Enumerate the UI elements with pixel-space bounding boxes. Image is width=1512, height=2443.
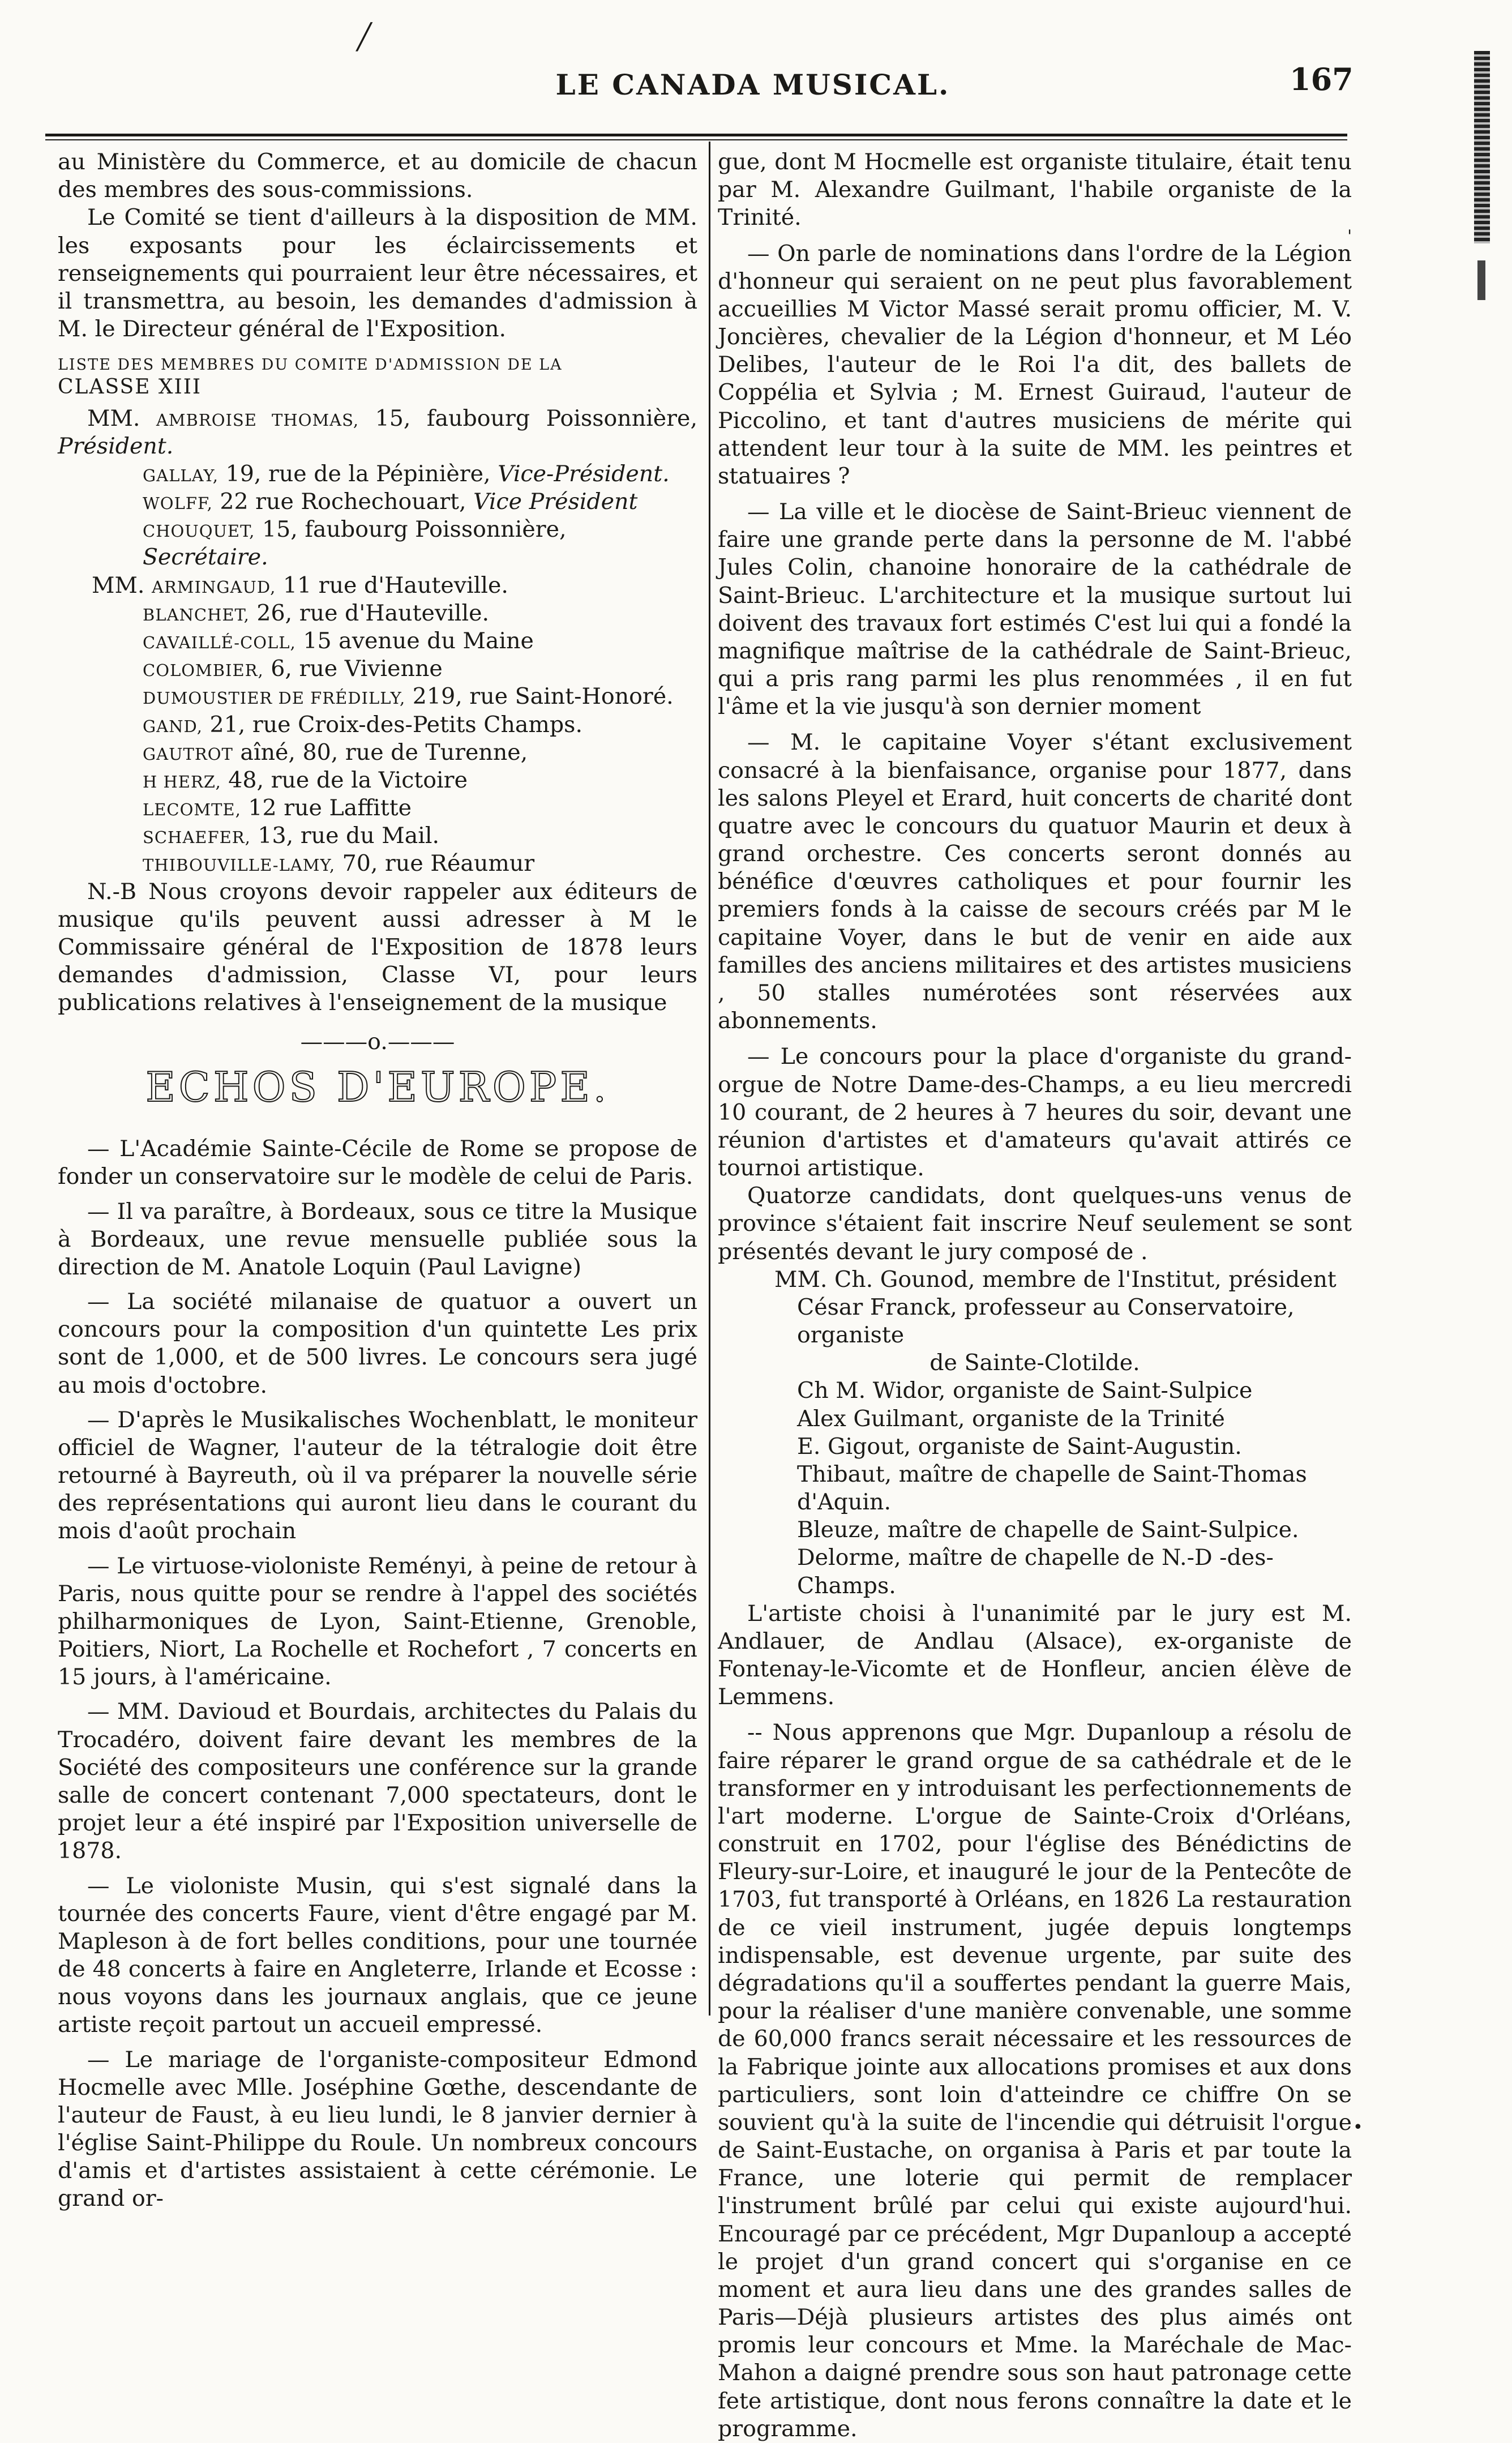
list-item: THIBOUVILLE-LAMY, 70, rue Réaumur [143,850,535,877]
page-number: 167 [1290,61,1353,97]
paragraph: au Ministère du Commerce, et au domicile de chacun des membres des sous-commissions. [58,149,697,203]
jury-member: Ch M. Widor, organiste de Saint-Sulpice [797,1377,1253,1404]
list-item: MM. ARMINGAUD, 11 rue d'Hauteville. [92,572,508,598]
list-item: DUMOUSTIER DE FRÉDILLY, 219, rue Saint-Honoré. [143,683,674,710]
pen-mark: ╱ [357,23,372,52]
list-item: H HERZ, 48, rue de la Victoire [143,767,468,793]
margin-tick: ' [1347,226,1352,246]
list-item: SCHAEFER, 13, rue du Mail. [143,823,440,849]
margin-tick: • [1353,2117,1363,2137]
list-item: BLANCHET, 26, rue d'Hauteville. [143,600,490,626]
news-item: — Il va paraître, à Bordeaux, sous ce titre la Musique à Bordeaux, une revue mensuelle publiée sous la direction de M. Anatole Loquin (Paul Lavigne) [58,1198,697,1280]
news-item: -- Nous apprenons que Mgr. Dupanloup a résolu de faire réparer le grand orgue de sa cathédrale et de le transformer en y introduisant les perfectionnements de l'art moderne. L'orgue de Sainte-Croix d'Orléans, construit en 1702, pour l'église des Bénédictins de Fleury-sur-Loire, et inauguré le jour de la Pentecôte de 1703, fut transporté à Orléans, en 1826 La restauration de ce vieil instrument, jugée depuis longtemps indispensable, est devenue urgente, par suite des dégradations qu'il a souffertes pendant la guerre Mais, pour la réaliser d'une manière convenable, une somme de 60,000 francs serait nécessaire et les ressources de la Fabrique jointe aux allocations promises et aux dons particuliers, sont loin d'atteindre ce chiffre On se souvient qu'à la suite de l'incendie qui détruisit l'orgue de Saint-Eustache, on organisa à Paris et par toute la France, une loterie qui permit de remplacer l'instrument brûlé par celui qui existe aujourd'hui. Encouragé par ce précédent, Mgr Dupanloup a accepté le projet d'un grand concert qui s'organise en ce moment et aura lieu dans une des grandes salles de Paris—Déjà plusieurs artistes des plus aimés ont promis leur concours et Mme. la Maréchale de Mac-Mahon a daigné prendre sous son haut patronage cette fete artistique, dont nous ferons connaître la date et le programme. [718,1719,1352,2442]
paragraph: L'artiste choisi à l'unanimité par le jury est M. Andlauer, de Andlau (Alsace), ex-organiste de Fontenay-le-Vicomte et de Honfleur, ancien élève de Lemmens. [718,1600,1352,1710]
list-item: GAND, 21, rue Croix-des-Petits Champs. [143,711,582,738]
news-item: — Le concours pour la place d'organiste du grand-orgue de Notre Dame-des-Champs, a eu lieu mercredi 10 courant, de 2 heures à 7 heures du soir, devant une réunion d'artistes et d'amateurs qu'avait attirés ce tournoi artistique. [718,1043,1352,1182]
list-title: LISTE DES MEMBRES DU COMITE D'ADMISSION DE LA CLASSE XIII [58,356,563,399]
news-item: — La société milanaise de quatuor a ouvert un concours pour la composition d'un quintette Les prix sont de 1,000, et de 500 livres. Le concours sera jugé au mois d'octobre. [58,1289,697,1398]
list-item-president: MM. AMBROISE THOMAS, 15, faubourg Poissonnière, Président. [58,405,697,459]
list-item: CAVAILLÉ-COLL, 15 avenue du Maine [143,628,534,654]
list-item: COLOMBIER, 6, rue Vivienne [143,656,443,682]
jury-member: de Sainte-Clotilde. [930,1350,1140,1376]
list-item: CHOUQUET, 15, faubourg Poissonnière, Secrétaire. [143,516,567,571]
left-column [58,148,697,2213]
jury-member: E. Gigout, organiste de Saint-Augustin. [797,1433,1242,1460]
jury-member: Delorme, maître de chapelle de N.-D -des-Champs. [797,1544,1274,1599]
list-item: WOLFF, 22 rue Rochechouart, Vice Président [143,489,638,515]
header-rule-thin [45,139,1347,140]
jury-member: MM. Ch. Gounod, membre de l'Institut, président [774,1266,1337,1293]
margin-scan-mark [1474,51,1490,243]
column-divider [709,142,710,2016]
news-item: — La ville et le diocèse de Saint-Brieuc viennent de faire une grande perte dans la personne de M. l'abbé Jules Colin, chanoine honoraire de la cathédrale de Saint-Brieuc. L'architecture et la musique surtout lui doivent des travaux fort estimés C'est lui qui a fondé la magnifique maîtrise de la cathédrale de Saint-Brieuc, qui a pris rang parmi les plus renommées , il en fut l'âme et la vie jusqu'à son dernier moment [718,499,1352,720]
list-item: GALLAY, 19, rue de la Pépinière, Vice-Président. [143,460,670,487]
right-column [718,148,1352,2443]
paragraph: gue, dont M Hocmelle est organiste titulaire, était tenu par M. Alexandre Guilmant, l'habile organiste de la Trinité. [718,149,1352,231]
jury-member: César Franck, professeur au Conservatoire, organiste [797,1294,1295,1349]
separator: ———o.——— [300,1029,455,1055]
paragraph: Quatorze candidats, dont quelques-uns venus de province s'étaient fait inscrire Neuf seulement se sont présentés devant le jury composé de . [718,1183,1352,1265]
jury-member: Alex Guilmant, organiste de la Trinité [797,1405,1225,1432]
list-item: GAUTROT aîné, 80, rue de Turenne, [143,739,528,765]
news-item: — D'après le Musikalisches Wochenblatt, le moniteur officiel de Wagner, l'auteur de la tétralogie doit être retourné à Bayreuth, où il va préparer la nouvelle série des représentations qui auront lieu dans le courant du mois d'août prochain [58,1406,697,1544]
news-item: — On parle de nominations dans l'ordre de la Légion d'honneur qui seraient on ne peut plus favorablement accueillies M Victor Massé serait promu officier, M. V. Joncières, chevalier de la Légion d'honneur, et M Léo Delibes, l'auteur de le Roi l'a dit, des ballets de Coppélia et Sylvia ; M. Ernest Guiraud, l'auteur de Piccolino, et tant d'autres musiciens de mérite qui attendent leur tour à la suite de MM. les peintres et statuaires ? [718,240,1352,489]
header-rule [45,134,1347,136]
news-item: — M. le capitaine Voyer s'étant exclusivement consacré à la bienfaisance, organise pour 1877, dans les salons Pleyel et Erard, huit concerts de charité dont quatre avec le concours du quatuor Maurin et deux à grand orchestre. Ces concerts seront donnés au bénéfice d'œuvres catholiques et pour fournir les premiers fonds à la caisse de secours créés par M le capitaine Voyer, dans le but de venir en aide aux familles des anciens militaires et des artistes musiciens , 50 stalles numérotées sont réservées aux abonnements. [718,729,1352,1034]
margin-scan-mark-small [1477,260,1485,300]
section-title: ECHOS D'EUROPE. [145,1063,610,1111]
page-header-title: LE CANADA MUSICAL. [555,68,950,101]
nota-bene: N.-B Nous croyons devoir rappeler aux éditeurs de musique qu'ils peuvent aussi adresser à M le Commissaire général de l'Exposition de 1878 leurs demandes d'admission, Classe VI, pour leurs publications relatives à l'enseignement de la musique [58,878,697,1016]
news-item: — Le mariage de l'organiste-compositeur Edmond Hocmelle avec Mlle. Joséphine Gœthe, descendante de l'auteur de Faust, à eu lieu lundi, le 8 janvier dernier à l'église Saint-Philippe du Roule. Un nombreux concours d'amis et d'artistes assistaient à cette cérémonie. Le grand or- [58,2046,697,2212]
news-item: — MM. Davioud et Bourdais, architectes du Palais du Trocadéro, doivent faire devant les membres de la Société des compositeurs une conférence sur la grande salle de concert contenant 7,000 spectateurs, dont le projet leur a été inspiré par l'Exposition universelle de 1878. [58,1698,697,1864]
news-item: — L'Académie Sainte-Cécile de Rome se propose de fonder un conservatoire sur le modèle de celui de Paris. [58,1136,697,1190]
list-item: LECOMTE, 12 rue Laffitte [143,795,412,822]
paragraph: Le Comité se tient d'ailleurs à la disposition de MM. les exposants pour les éclaircissements et renseignements qui pourraient leur être nécessaires, et il transmettra, au besoin, les demandes d'admission à M. le Directeur général de l'Exposition. [58,204,697,343]
news-item: — Le virtuose-violoniste Reményi, à peine de retour à Paris, nous quitte pour se rendre à l'appel des sociétés philharmoniques de Lyon, Saint-Etienne, Grenoble, Poitiers, Niort, La Rochelle et Rochefort , 7 concerts en 15 jours, à l'américaine. [58,1552,697,1691]
jury-member: Bleuze, maître de chapelle de Saint-Sulpice. [797,1517,1299,1543]
news-item: — Le violoniste Musin, qui s'est signalé dans la tournée des concerts Faure, vient d'être engagé par M. Mapleson à de fort belles conditions, pour une tournée de 48 concerts à faire en Angleterre, Irlande et Ecosse : nous voyons dans les journaux anglais, que ce jeune artiste reçoit partout un accueil empressé. [58,1872,697,2038]
jury-member: Thibaut, maître de chapelle de Saint-Thomas d'Aquin. [797,1461,1307,1516]
